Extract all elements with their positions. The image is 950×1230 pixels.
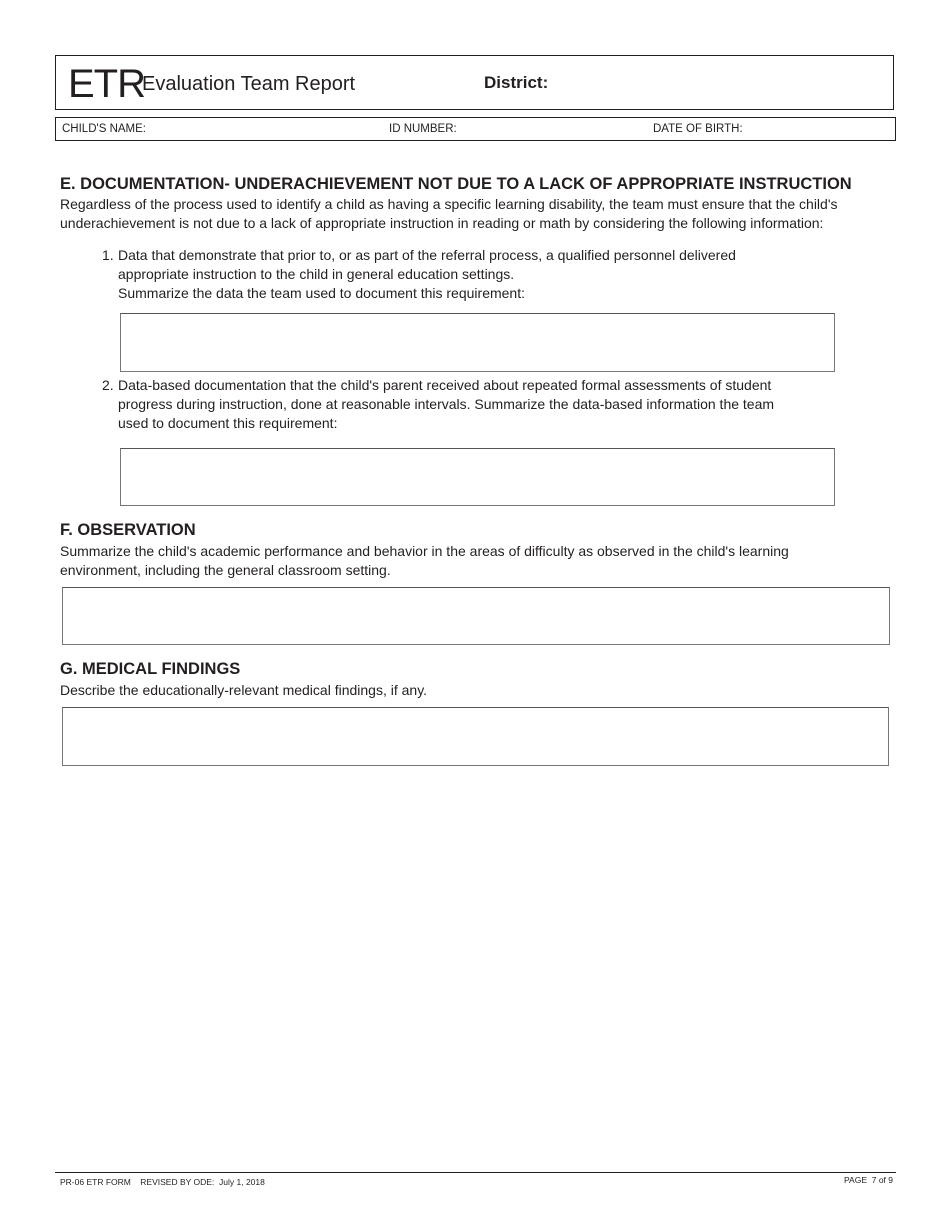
report-header [55,55,894,110]
section-g-line-1: Describe the educationally-relevant medical findings, if any. [60,682,428,698]
district-label: District: [484,73,549,92]
item-2-response-field[interactable] [120,448,835,506]
section-e-heading: E. DOCUMENTATION- UNDERACHIEVEMENT NOT DUE TO A LACK OF APPROPRIATE INSTRUCTION [60,175,852,193]
item-1-response-field[interactable] [120,313,835,372]
item-2-number: 2. [102,377,114,393]
section-f-line-2: environment, including the general classroom setting. [60,562,391,578]
section-f-heading: F. OBSERVATION [60,521,196,539]
item-2-line-2: progress during instruction, done at reasonable intervals. Summarize the data-based information the team [118,396,775,412]
etr-logo: ETR [68,62,145,106]
section-g-heading: G. MEDICAL FINDINGS [60,660,241,678]
id-number-label: ID NUMBER: [389,123,457,135]
medical-findings-response-field[interactable] [62,707,889,766]
footer-form-info: PR-06 ETR FORM REVISED BY ODE: July 1, 2018 [60,1177,265,1187]
date-of-birth-label: DATE OF BIRTH: [653,123,743,135]
observation-response-field[interactable] [62,587,890,645]
footer-divider [55,1172,896,1173]
item-1-line-1: Data that demonstrate that prior to, or as part of the referral process, a qualified personnel delivered [118,247,736,263]
report-title: Evaluation Team Report [142,73,356,95]
item-1-number: 1. [102,247,114,263]
section-e-intro-line-2: underachievement is not due to a lack of appropriate instruction in reading or math by considering the following information: [60,215,824,231]
section-e-intro-line-1: Regardless of the process used to identify a child as having a specific learning disability, the team must ensure that the child's [60,196,838,212]
item-1-line-3: Summarize the data the team used to document this requirement: [118,285,525,301]
item-2-line-3: used to document this requirement: [118,415,338,431]
child-name-label: CHILD'S NAME: [62,123,146,135]
item-2-line-1: Data-based documentation that the child's parent received about repeated formal assessments of student [118,377,772,393]
child-info-bar [55,117,896,141]
section-f-line-1: Summarize the child's academic performance and behavior in the areas of difficulty as observed in the child's learning [60,543,789,559]
footer-page-number: PAGE 7 of 9 [844,1175,893,1185]
item-1-line-2: appropriate instruction to the child in general education settings. [118,266,515,282]
